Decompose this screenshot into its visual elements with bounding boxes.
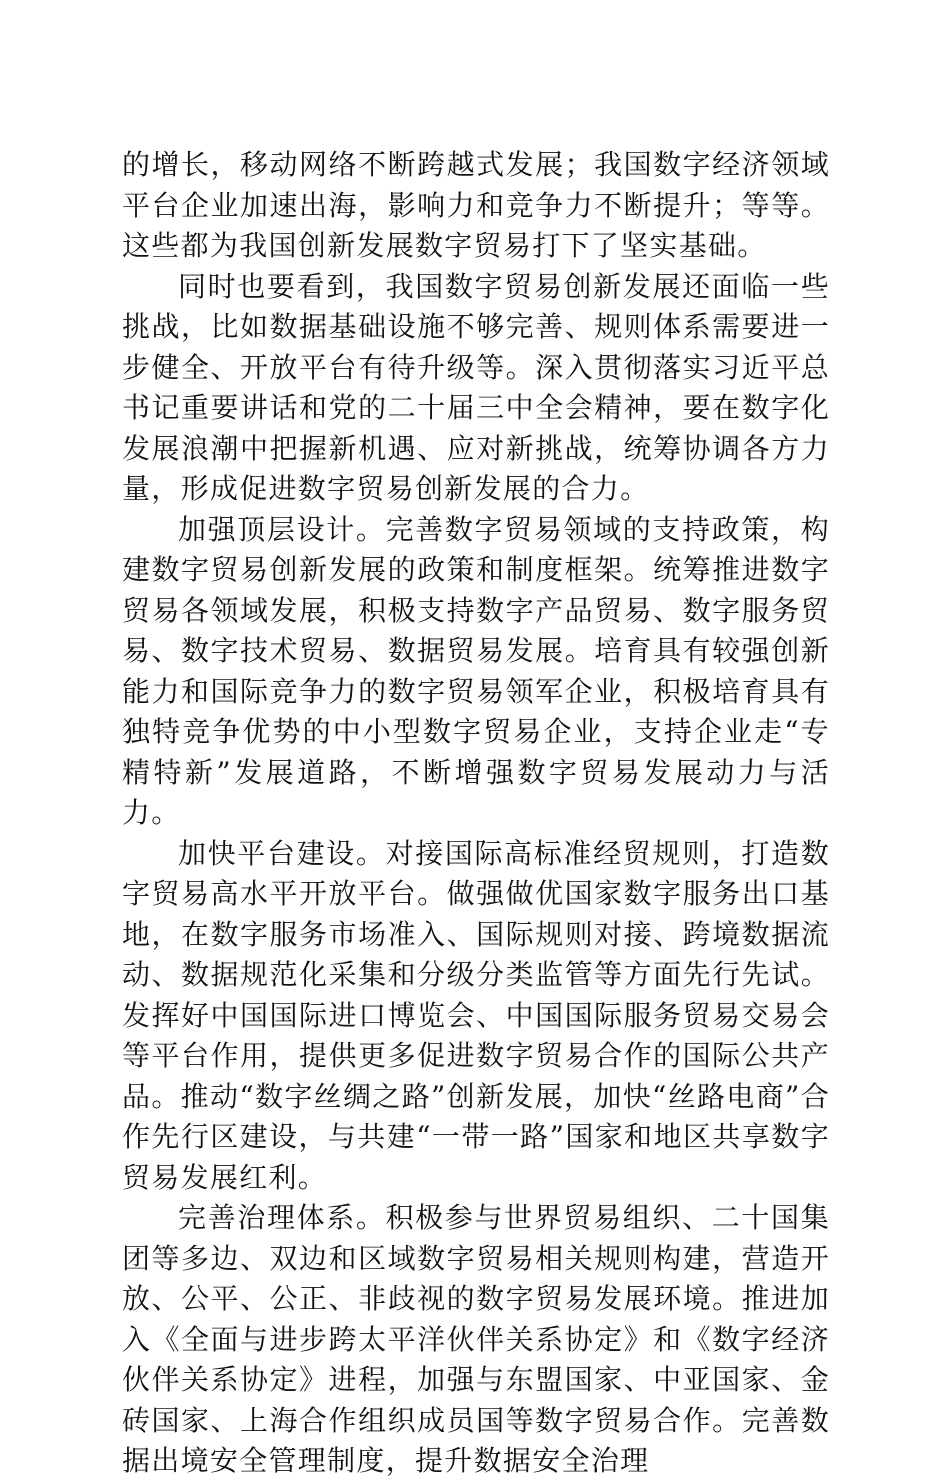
paragraph-top-level-design: 加强顶层设计。完善数字贸易领域的支持政策，构建数字贸易创新发展的政策和制度框架。统筹推进数字贸易各领域发展，积极支持数字产品贸易、数字服务贸易、数字技术贸易、数据贸易发展。培育具有较强创新能力和国际竞争力的数字贸易领军企业，积极培育具有独特竞争优势的中小型数字贸易企业，支持企业走“专精特新”发展道路，不断增强数字贸易发展动力与活力。 <box>122 512 830 829</box>
paragraph-platform-building: 加快平台建设。对接国际高标准经贸规则，打造数字贸易高水平开放平台。做强做优国家数字服务出口基地，在数字服务市场准入、国际规则对接、跨境数据流动、数据规范化采集和分级分类监管等方面先行先试。发挥好中国国际进口博览会、中国国际服务贸易交易会等平台作用，提供更多促进数字贸易合作的国际公共产品。推动“数字丝绸之路”创新发展，加快“丝路电商”合作先行区建设，与共建“一带一路”国家和地区共享数字贸易发展红利。 <box>122 836 830 1194</box>
document-body <box>122 145 830 1482</box>
paragraph-challenges: 同时也要看到，我国数字贸易创新发展还面临一些挑战，比如数据基础设施不够完善、规则体系需要进一步健全、开放平台有待升级等。深入贯彻落实习近平总书记重要讲话和党的二十届三中全会精神，要在数字化发展浪潮中把握新机遇、应对新挑战，统筹协调各方力量，形成促进数字贸易创新发展的合力。 <box>122 269 830 505</box>
paragraph-governance-system: 完善治理体系。积极参与世界贸易组织、二十国集团等多边、双边和区域数字贸易相关规则构建，营造开放、公平、公正、非歧视的数字贸易发展环境。推进加入《全面与进步跨太平洋伙伴关系协定》和《数字经济伙伴关系协定》进程，加强与东盟国家、中亚国家、金砖国家、上海合作组织成员国等数字贸易合作。完善数据出境安全管理制度，提升数据安全治理 <box>122 1201 830 1477</box>
paragraph-continuation: 的增长，移动网络不断跨越式发展；我国数字经济领域平台企业加速出海，影响力和竞争力不断提升；等等。这些都为我国创新发展数字贸易打下了坚实基础。 <box>122 148 830 262</box>
